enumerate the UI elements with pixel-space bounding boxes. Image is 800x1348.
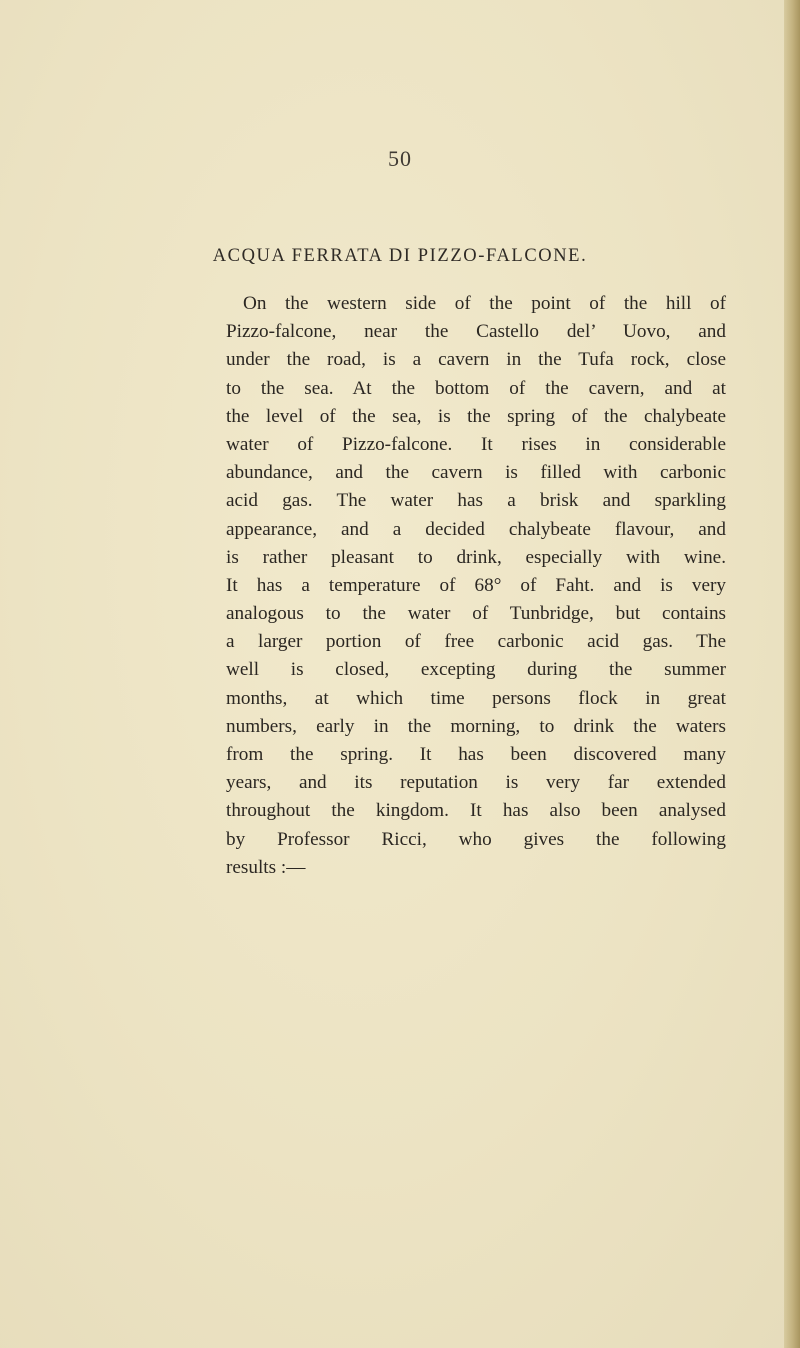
paragraph-line: water of Pizzo-falcone. It rises in considerable [226, 433, 726, 455]
paragraph-line: months, at which time persons flock in great [226, 687, 726, 709]
paragraph-line: appearance, and a decided chalybeate flavour, and [226, 518, 726, 540]
paragraph-line: It has a temperature of 68° of Faht. and is very [226, 574, 726, 596]
page-edge [784, 0, 800, 1348]
paragraph-line: Pizzo-falcone, near the Castello del’ Uovo, and [226, 321, 726, 343]
paragraph-line: years, and its reputation is very far extended [226, 772, 726, 794]
paragraph-line: On the western side of the point of the hill of [243, 293, 726, 314]
paragraph-line: numbers, early in the morning, to drink the waters [226, 715, 726, 737]
paragraph-line: results :— [226, 856, 306, 878]
page-number: 50 [388, 146, 412, 171]
paragraph-line: a larger portion of free carbonic acid gas. The [226, 631, 726, 653]
paragraph-line: to the sea. At the bottom of the cavern, and at [226, 377, 726, 399]
section-heading: ACQUA FERRATA DI PIZZO-FALCONE. [212, 246, 588, 266]
paragraph-line: from the spring. It has been discovered many [226, 744, 726, 765]
paragraph-line: is rather pleasant to drink, especially with wine. [226, 546, 726, 568]
paragraph-line: by Professor Ricci, who gives the following [226, 828, 726, 850]
paragraph-line: throughout the kingdom. It has also been analysed [226, 800, 726, 822]
paragraph-line: the level of the sea, is the spring of the chalybeate [226, 405, 726, 427]
paragraph-line: under the road, is a cavern in the Tufa rock, close [226, 349, 726, 371]
paragraph-line: acid gas. The water has a brisk and sparkling [226, 490, 726, 512]
body-paragraph [226, 290, 726, 882]
paragraph-line: analogous to the water of Tunbridge, but contains [226, 603, 726, 625]
paragraph-line: well is closed, excepting during the summer [226, 659, 726, 681]
paragraph-line: abundance, and the cavern is filled with carbonic [226, 462, 726, 484]
